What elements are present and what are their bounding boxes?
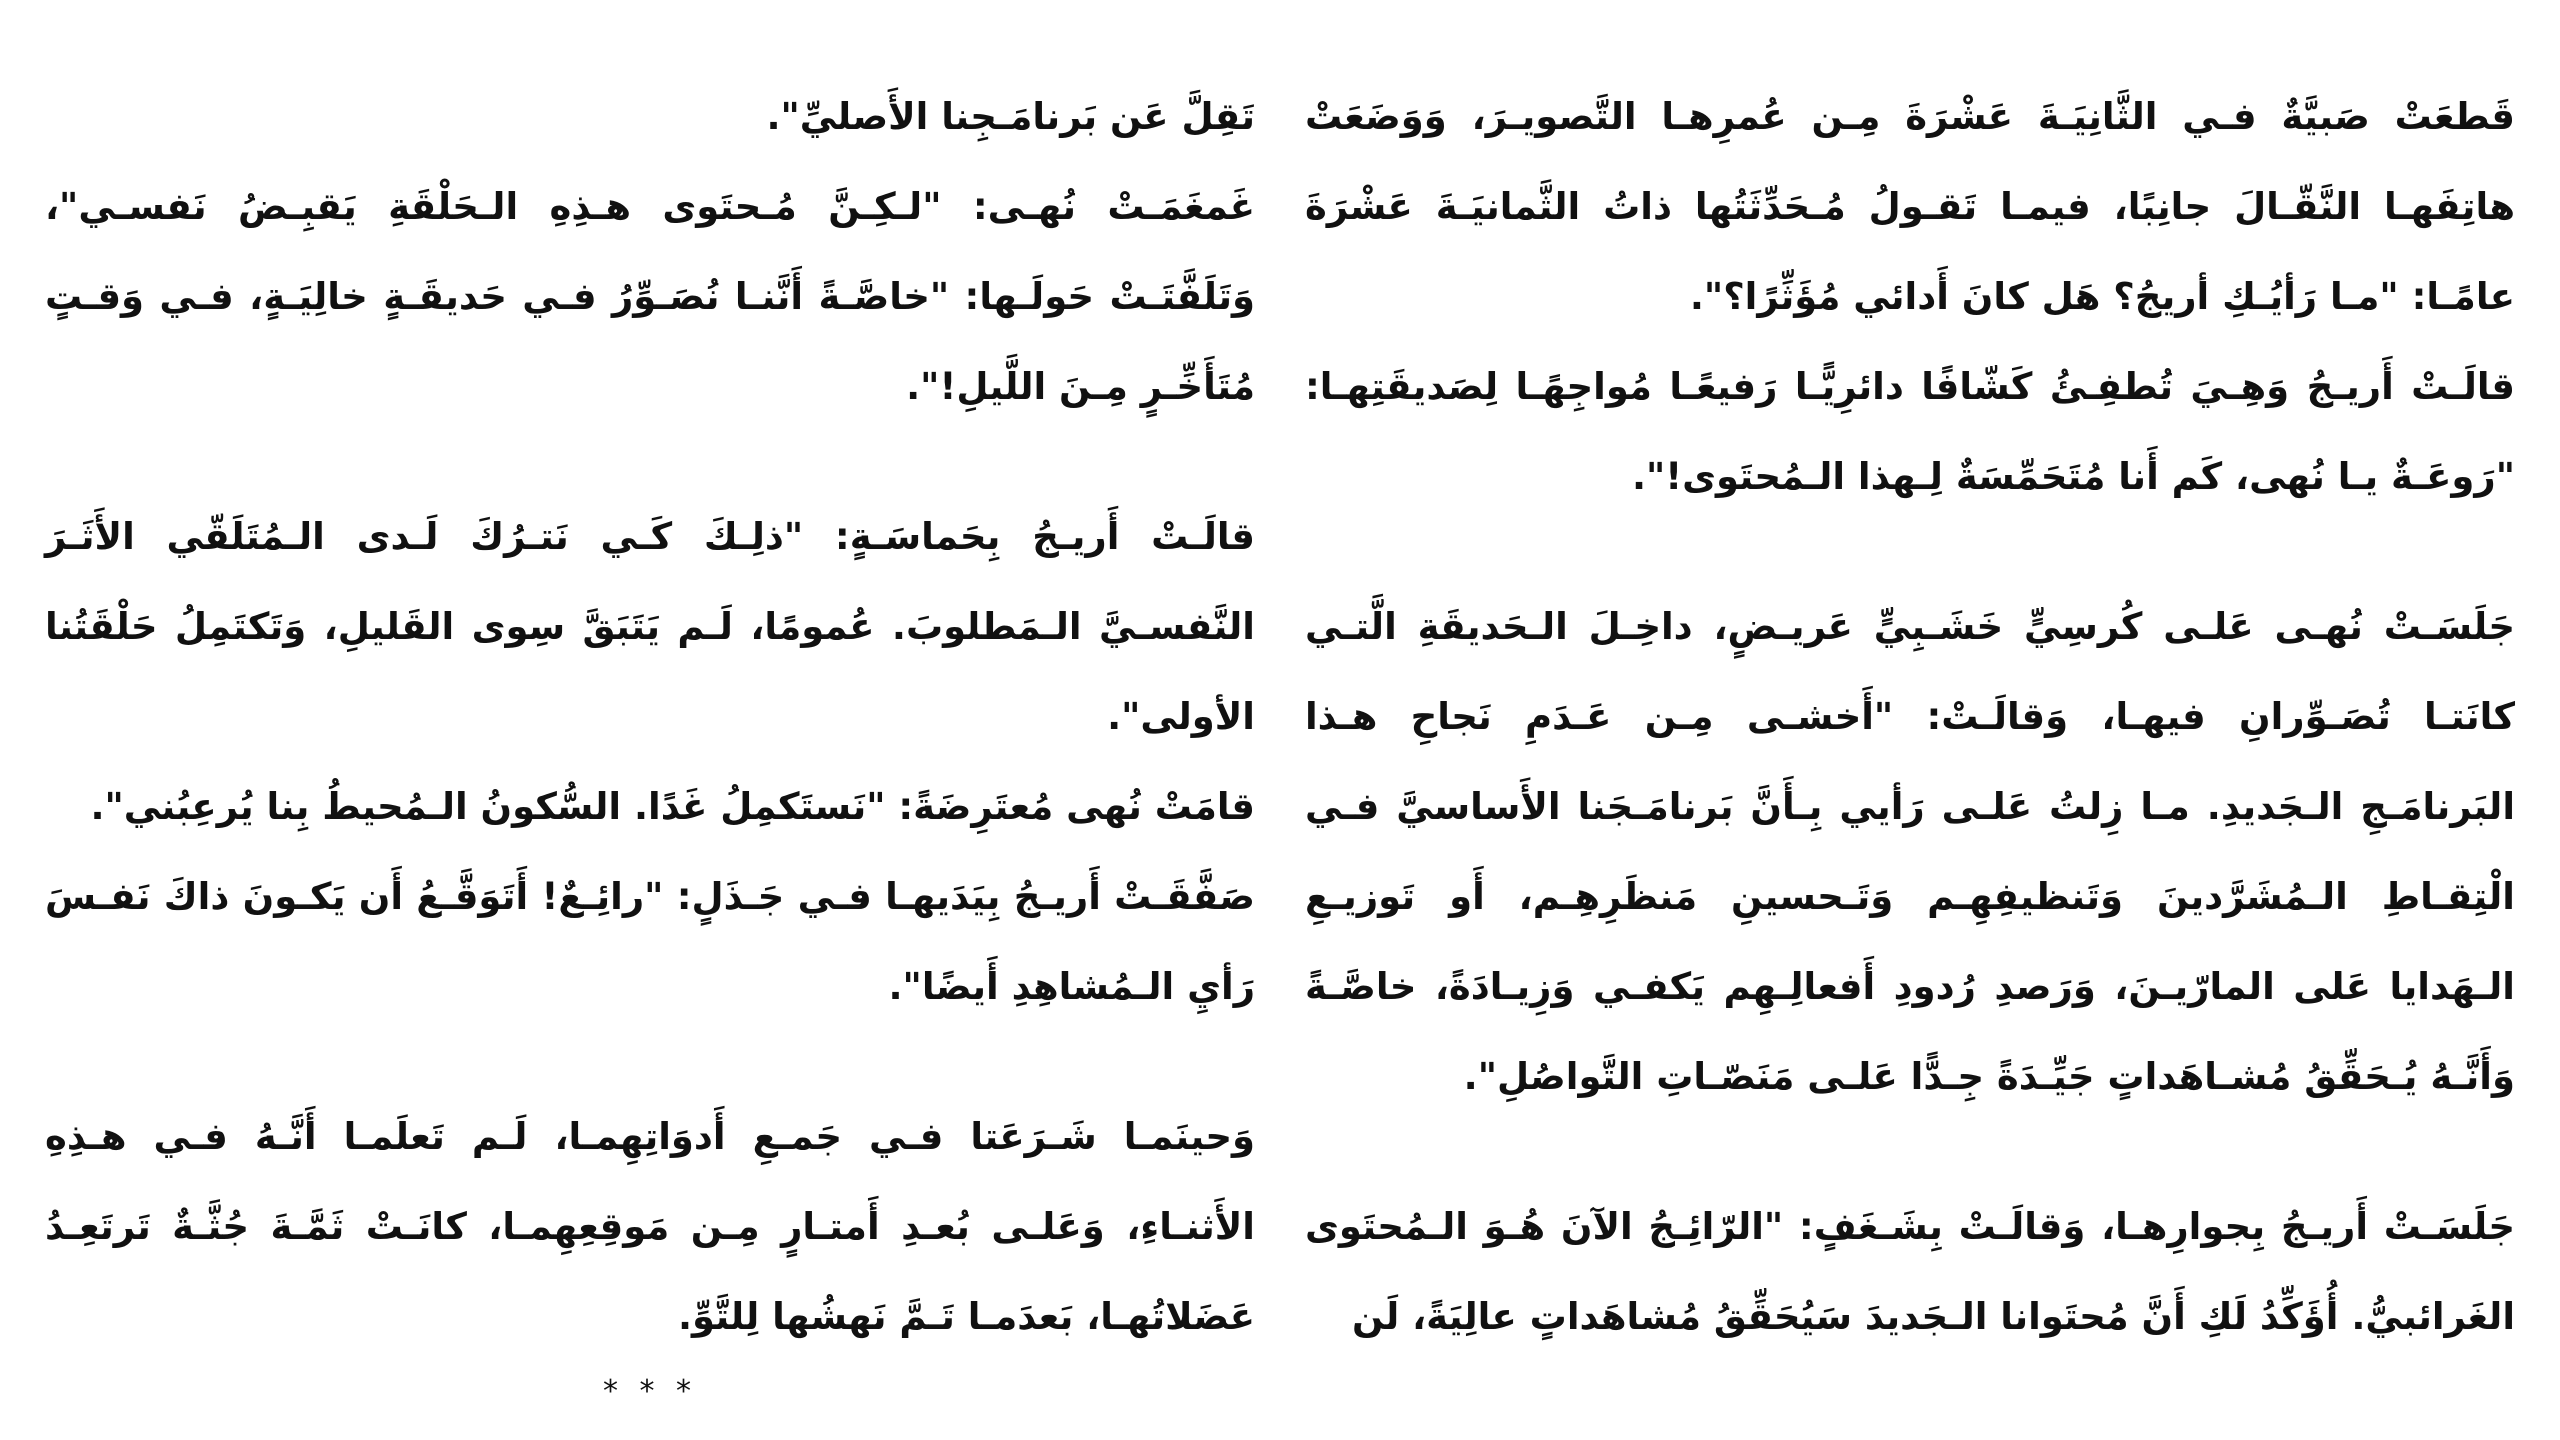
paragraph: قَطعَتْ صَبيَّةٌ فـي الثَّانِيَـةَ عَشْرَةَ مِـن عُمرِهـا التَّصويـرَ، وَوَضَعَتْ هاتِفَهـا النَّقّـالَ جانِبًا، فيمـا تَقـولُ مُـحَدِّثَتُها ذاتُ الثَّمانيَـةَ عَشْرَةَ عامًـا: "مـا رَأيُـكِ أريجُ؟ هَل كانَ أَدائي مُؤَثِّرًا؟". — [1305, 95, 2515, 318]
paragraph: صَفَّقَـتْ أَريـجُ بِيَدَيهـا فـي جَـذَلٍ: "رائِـعٌ! أَتَوَقَّـعُ أَن يَكـونَ ذاكَ نَفـسَ رَأيِ الـمُشاهِدِ أَيضًا". — [45, 875, 1255, 1008]
paragraph: قالَـتْ أَريـجُ بِحَماسَـةٍ: "ذلِـكَ كَـي نَتـرُكَ لَـدى الـمُتَلَقّي الأَثَـرَ النَّفسـيَّ الـمَطلوبَ. عُمومًا، لَـم يَتَبَقَّ سِوى القَليلِ، وَتَكتَمِلُ حَلْقَتُنا الأولى". — [45, 515, 1255, 738]
paragraph: جَلَسَـتْ أَريـجُ بِجوارِهـا، وَقالَـتْ بِشَـغَفٍ: "الرّائِـجُ الآنَ هُـوَ الـمُحتَوى الغَرائبيُّ. أُؤَكِّدُ لَكِ أَنَّ مُحتَوانا الـجَديدَ سَيُحَقِّقُ مُشاهَداتٍ عالِيَةً، لَن — [1305, 1205, 2515, 1338]
right-text-column — [1305, 72, 2515, 1362]
paragraph: جَلَسَـتْ نُهـى عَلـى كُرسِيٍّ خَشَـبِيٍّ عَريـضٍ، داخِـلَ الـحَديقَةِ الَّتـي كانَتـا تُصَـوِّرانِ فيهـا، وَقالَـتْ: "أَخشـى مِـن عَـدَمِ نَجاحِ هـذا البَرنامَـجِ الـجَديدِ. مـا زِلتُ عَلـى رَأيي بِـأَنَّ بَرنامَـجَنا الأَساسيَّ فـي الْتِقـاطِ الـمُشَرَّدينَ وَتَنظيفِهِـم وَتَـحسينِ مَنظَرِهِـم، أَو تَوزيـعِ الـهَدايا عَلى المارّيـنَ، وَرَصدِ رُدودِ أَفعالِـهِم يَكفـي وَزِيـادَةً، خاصَّـةً وَأَنَّـهُ يُـحَقِّقُ مُشـاهَداتٍ جَيِّـدَةً جِـدًّا عَلـى مَنَصّـاتِ التَّواصُلِ". — [1305, 605, 2515, 1098]
paragraph: قالَـتْ أَريـجُ وَهِـيَ تُطفِـئُ كَشّافًا دائرِيًّـا رَفيعًـا مُواجِهًـا لِصَديقَتِهـا: "رَوعَـةٌ يـا نُهى، كَم أَنا مُتَحَمِّسَةٌ لِـهذا الـمُحتَوى!". — [1305, 365, 2515, 498]
paragraph: غَمغَمَـتْ نُهـى: "لـكِـنَّ مُـحتَوى هـذِهِ الـحَلْقَةِ يَقبِـضُ نَفسـي"، وَتَلَفَّتَـتْ حَولَـها: "خاصَّـةً أَنَّنـا نُصَـوِّرُ فـي حَديقَـةٍ خالِيَـةٍ، فـي وَقـتٍ مُتَأَخِّـرٍ مِـنَ اللَّيلِ!". — [45, 185, 1255, 408]
paragraph: تَقِلَّ عَن بَرنامَـجِنا الأَصليِّ". — [766, 95, 1255, 138]
section-separator: * * * — [602, 1374, 698, 1409]
left-text-column — [45, 72, 1255, 1422]
paragraph: قامَتْ نُهى مُعتَرِضَةً: "نَستَكمِلُ غَدًا. السُّكونُ الـمُحيطُ بِنا يُرعِبُني". — [90, 785, 1255, 828]
paragraph: وَحينَمـا شَـرَعَتا فـي جَمـعِ أَدوَاتِهِمـا، لَـم تَعلَمـا أَنَّـهُ فـي هـذِهِ الأَثنـاءِ، وَعَلـى بُعـدِ أَمتـارٍ مِـن مَوقِعِهِمـا، كانَـتْ ثَمَّـةَ جُثَّـةٌ تَرتَعِـدُ عَضَلاتُهـا، بَعدَمـا تَـمَّ نَهشُها لِلتَّوِّ. — [45, 1115, 1255, 1338]
